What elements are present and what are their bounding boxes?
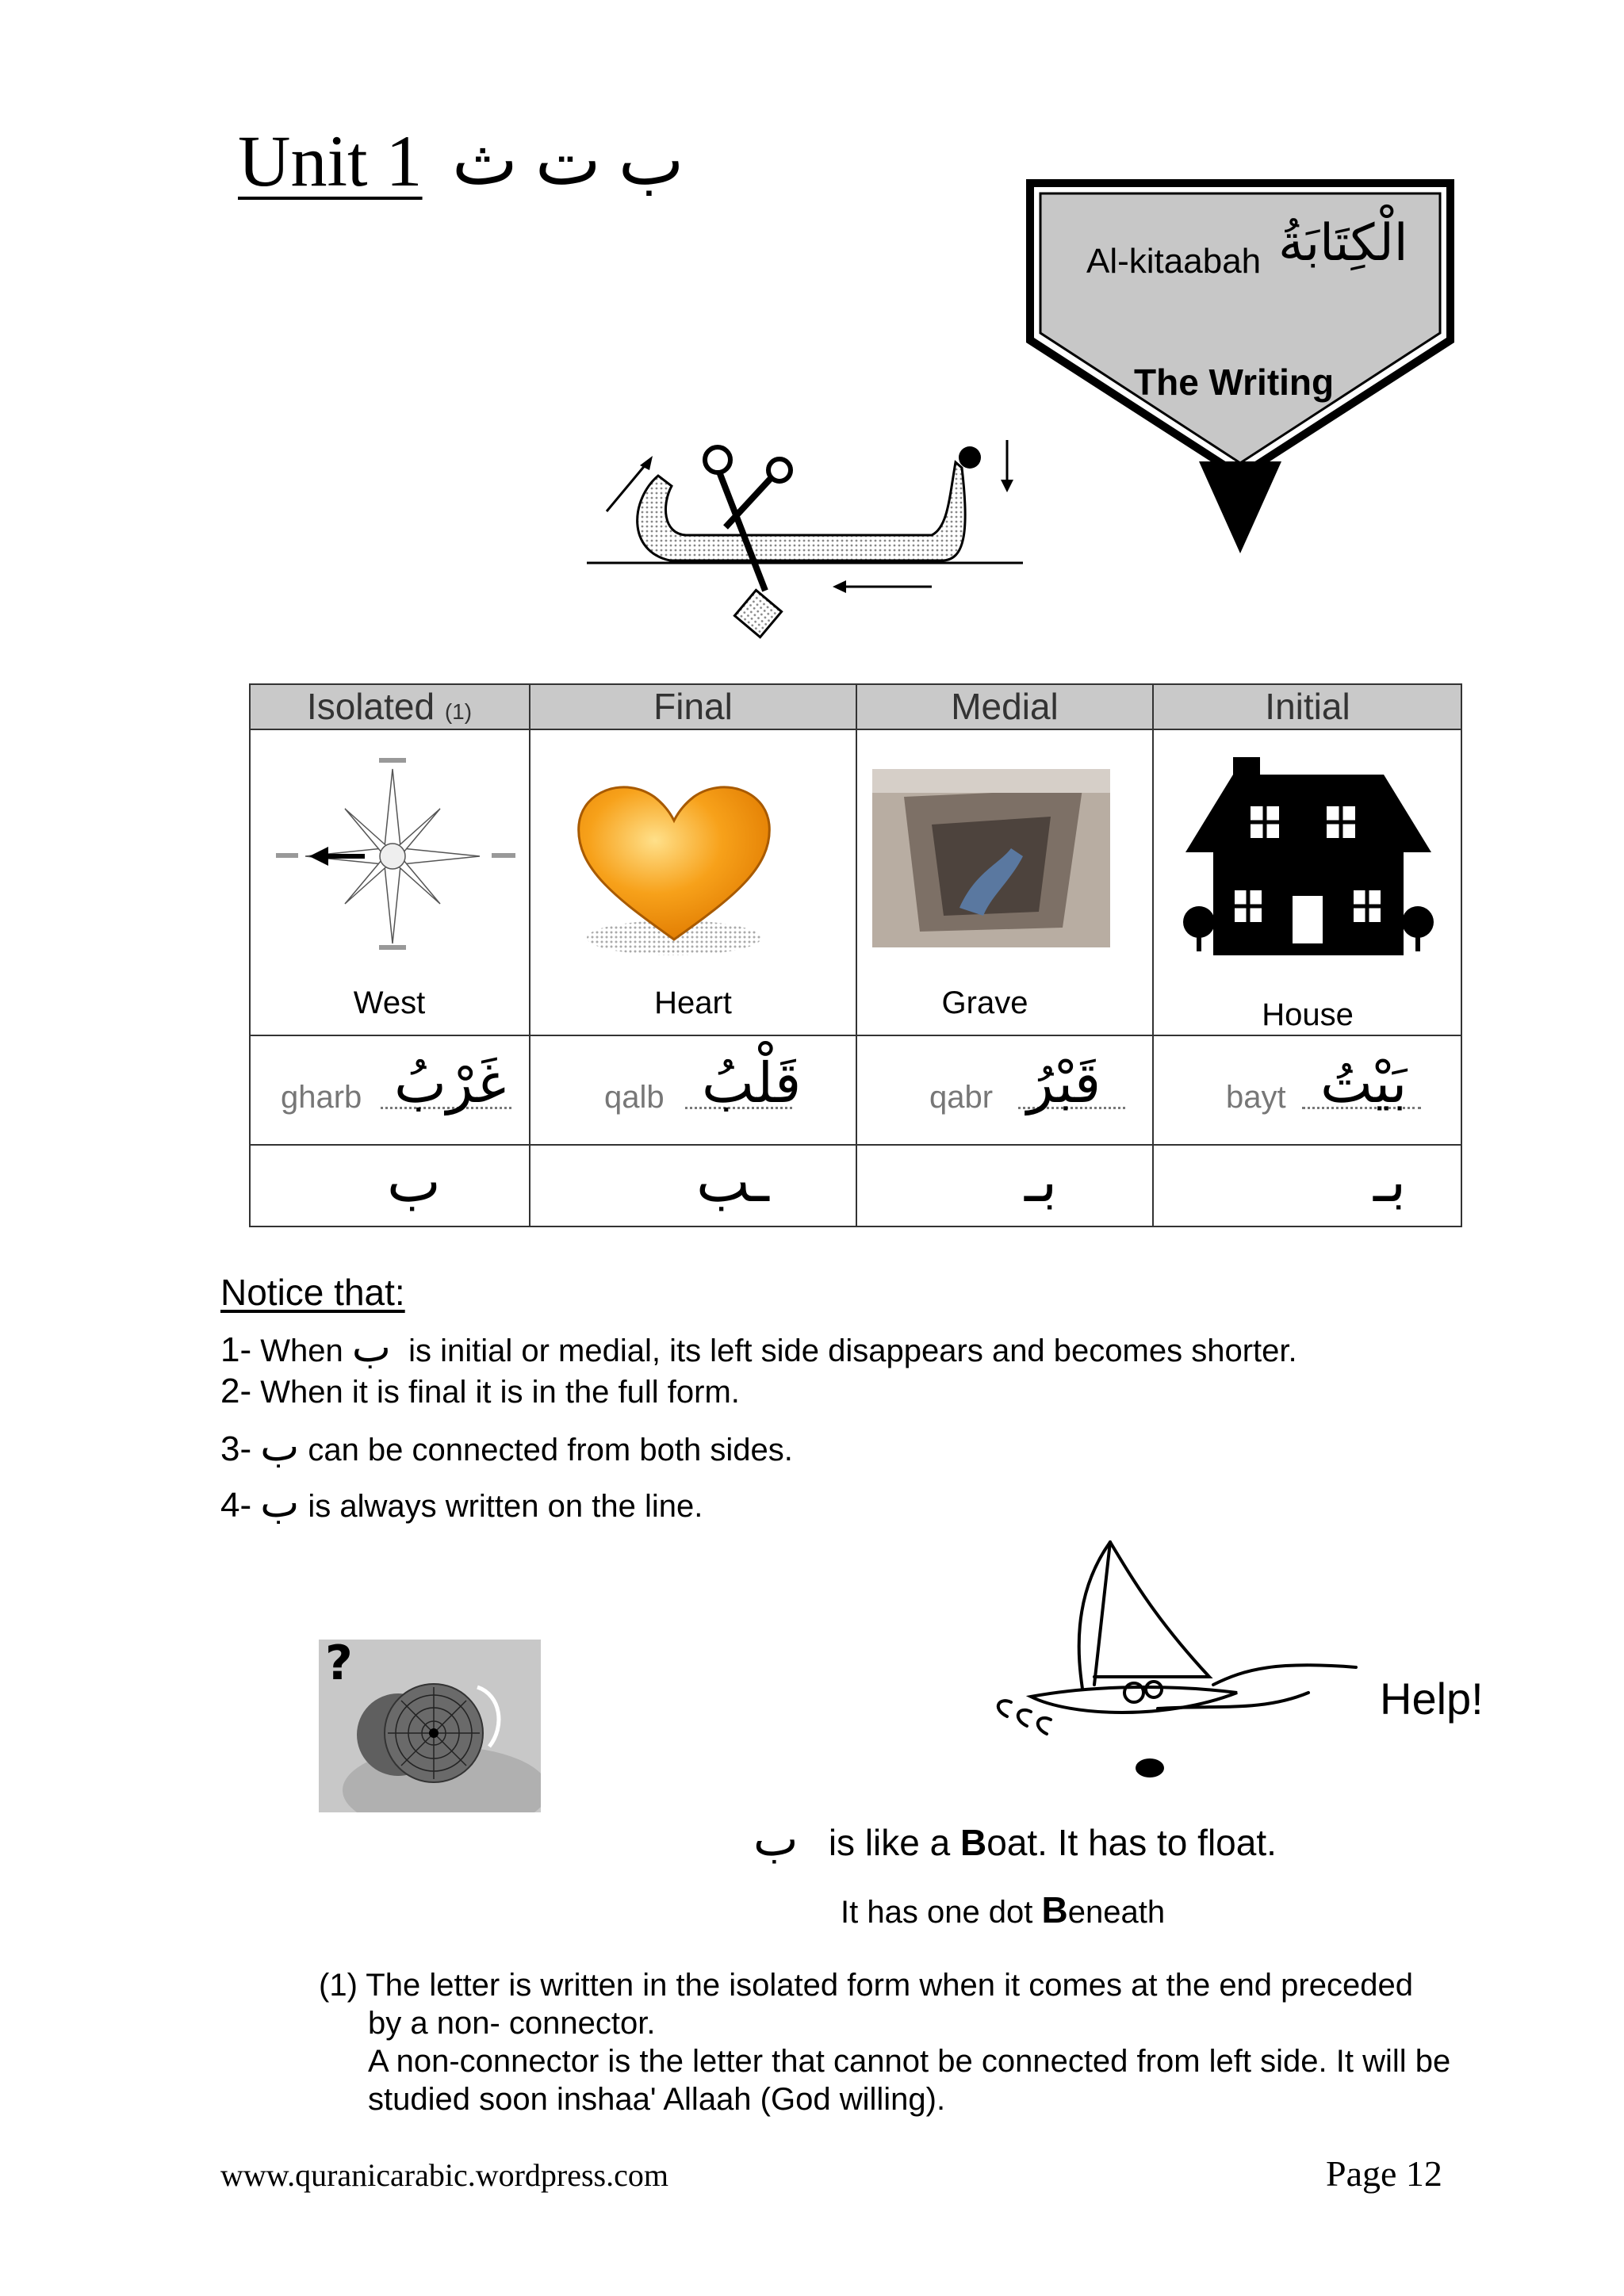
caption-house: House [1262, 997, 1354, 1032]
grave-photo [872, 769, 1110, 947]
badge-arabic-word: الْكِتَابَةُ [1278, 215, 1408, 271]
unit-letters: ب ت ث [452, 123, 684, 200]
letter-stroke-illustration [583, 424, 1027, 646]
badge-transliteration: Al-kitaabah [1086, 242, 1262, 281]
house-image [1178, 757, 1439, 963]
arabic-gharb: غَرْبُ [394, 1054, 507, 1115]
footer-url: www.quranicarabic.wordpress.com [220, 2157, 668, 2193]
header-medial: Medial [951, 686, 1059, 727]
translit-bayt: bayt [1226, 1080, 1286, 1115]
note-2: 2- When it is final it is in the full form. [220, 1372, 740, 1410]
boat-mnemonic-line: ب is like a Boat. It has to float. [753, 1813, 1277, 1866]
heart-image [571, 773, 777, 967]
arabic-qabr: قَبْرُ [1027, 1054, 1101, 1115]
caption-grave: Grave [941, 985, 1028, 1020]
arabic-bayt: بَيْتُ [1320, 1054, 1408, 1115]
form-isolated: ب [387, 1150, 441, 1214]
help-text: Help! [1380, 1674, 1484, 1724]
translit-qabr: qabr [929, 1080, 994, 1115]
badge-subtitle: The Writing [1134, 362, 1335, 403]
page-number: Page 12 [1326, 2153, 1442, 2194]
arabic-qalb: قَلْبُ [702, 1054, 802, 1115]
notice-heading: Notice that: [220, 1272, 405, 1313]
note-3: 3- ب can be connected from both sides. [220, 1425, 793, 1470]
translit-gharb: gharb [281, 1080, 362, 1115]
thinking-person-image [319, 1640, 541, 1812]
translit-qalb: qalb [604, 1080, 665, 1115]
form-initial: بـ [1373, 1150, 1407, 1214]
header-final: Final [653, 686, 733, 727]
form-medial: بـ [1025, 1150, 1058, 1214]
header-isolated: Isolated (1) [306, 686, 473, 727]
note-4: 4- ب is always written on the line. [220, 1481, 703, 1526]
footnote: (1) The letter is written in the isolated form when it comes at the end preceded by a non- connector. A non-connector is the letter that cannot be connected from left side. It will be studied soon inshaa' Allaah (God willing). [319, 1968, 1451, 2117]
unit-title: Unit 1 [238, 121, 423, 201]
caption-west: West [353, 985, 426, 1020]
svg-text:?: ? [325, 1640, 353, 1691]
caption-heart: Heart [654, 985, 732, 1020]
compass-image [262, 745, 531, 967]
dot-mnemonic-line: It has one dot Beneath [841, 1889, 1166, 1931]
boat-drawing [975, 1534, 1364, 1788]
form-final: ـب [696, 1150, 769, 1214]
header-initial: Initial [1265, 686, 1350, 727]
note-1: 1- When ب is initial or medial, its left side disappears and becomes shorter. [220, 1326, 1297, 1371]
